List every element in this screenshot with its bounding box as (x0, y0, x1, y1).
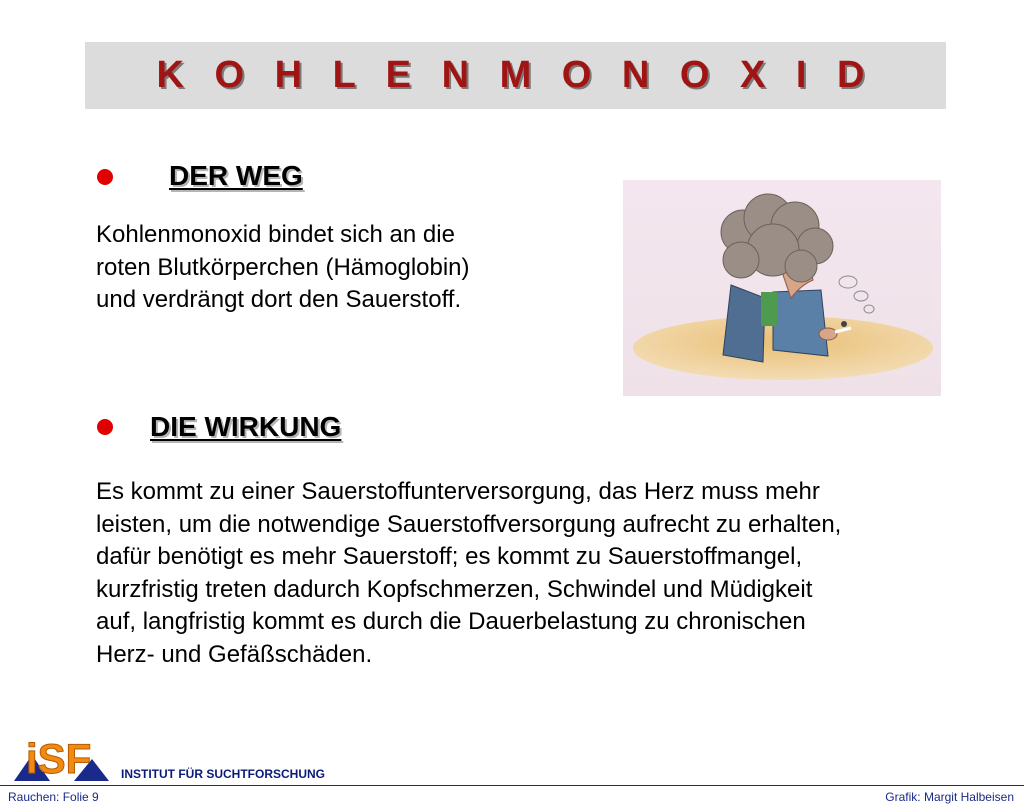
smoking-person-illustration (623, 180, 941, 396)
section-heading-wirkung: DIE WIRKUNG (150, 411, 342, 442)
isf-logo (14, 733, 109, 783)
footer-slide-label: Rauchen: Folie 9 (8, 790, 99, 804)
slide-title: K O H L E N M O N O X I D (156, 54, 875, 96)
text-line: Herz- und Gefäßschäden. (96, 640, 373, 668)
text-line: und verdrängt dort den Sauerstoff. (96, 286, 462, 313)
text-line: auf, langfristig kommt es durch die Dauerbelastung zu chronischen (96, 608, 806, 635)
footer-credit: Grafik: Margit Halbeisen (885, 790, 1014, 804)
title-bar (85, 42, 946, 109)
institute-name: INSTITUT FÜR SUCHTFORSCHUNG (121, 767, 325, 781)
logo-text: iSF (26, 735, 92, 782)
section-heading-weg: DER WEG (169, 160, 303, 191)
footer-divider (0, 785, 1024, 786)
text-line: leisten, um die notwendige Sauerstoffversorgung aufrecht zu erhalten, (96, 510, 842, 538)
text-line: dafür benötigt es mehr Sauerstoff; es kommt zu Sauerstoffmangel, (96, 543, 803, 570)
text-line: Es kommt zu einer Sauerstoffunterversorgung, das Herz muss mehr (96, 478, 820, 505)
bullet-icon (97, 419, 113, 435)
text-line: kurzfristig treten dadurch Kopfschmerzen, Schwindel und Müdigkeit (96, 575, 813, 603)
text-line: Kohlenmonoxid bindet sich an die (96, 221, 455, 248)
text-line: roten Blutkörperchen (Hämoglobin) (96, 253, 470, 281)
bullet-icon (97, 169, 113, 185)
